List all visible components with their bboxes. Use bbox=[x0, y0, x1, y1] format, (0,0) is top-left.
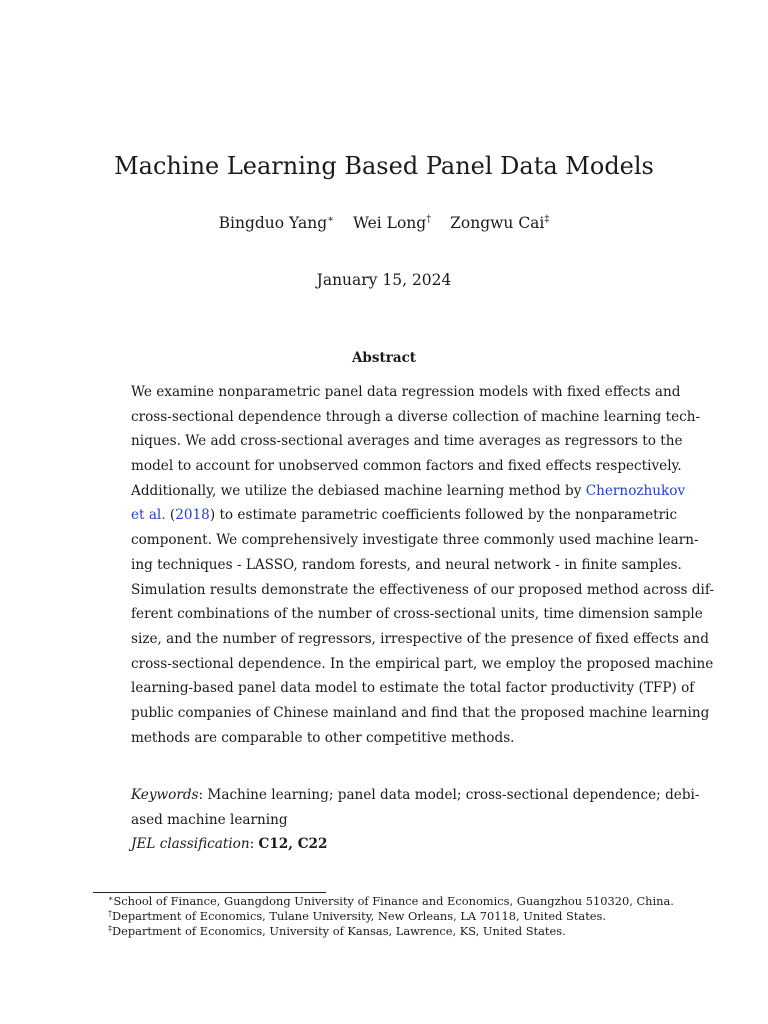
footnote-rule bbox=[93, 892, 326, 893]
keywords-text: Machine learning; panel data model; cross-sectional dependence; debi- bbox=[207, 787, 700, 803]
author-footnote-mark: ‡ bbox=[544, 214, 550, 225]
author-footnote-mark: † bbox=[426, 214, 432, 225]
abstract-line: ferent combinations of the number of cross-sectional units, time dimension sample bbox=[131, 606, 703, 623]
abstract-line: component. We comprehensively investigate three commonly used machine learn- bbox=[131, 532, 699, 549]
keywords-line: ased machine learning bbox=[131, 811, 288, 828]
footnotes bbox=[108, 894, 674, 939]
abstract-line: cross-sectional dependence. In the empirical part, we employ the proposed machine bbox=[131, 655, 714, 672]
footnote bbox=[108, 924, 674, 939]
footnote-text: School of Finance, Guangdong University of Finance and Economics, Guangzhou 510320, China. bbox=[113, 894, 674, 908]
footnote-text: Department of Economics, Tulane University, New Orleans, LA 70118, United States. bbox=[112, 909, 607, 923]
abstract-line: et al. (2018) to estimate parametric coefficients followed by the nonparametric bbox=[131, 507, 678, 524]
footnote bbox=[108, 894, 674, 909]
abstract-line: size, and the number of regressors, irrespective of the presence of fixed effects and bbox=[131, 630, 709, 647]
paper-title: Machine Learning Based Panel Data Models bbox=[114, 152, 654, 180]
abstract-line: cross-sectional dependence through a diverse collection of machine learning tech- bbox=[131, 408, 701, 425]
abstract-heading: Abstract bbox=[351, 350, 417, 366]
abstract-line: Simulation results demonstrate the effectiveness of our proposed method across dif- bbox=[131, 581, 715, 598]
author-name: Wei Long bbox=[352, 214, 427, 232]
abstract-line: niques. We add cross-sectional averages and time averages as regressors to the bbox=[131, 433, 683, 450]
author-list bbox=[0, 212, 768, 234]
author-name: Zongwu Cai bbox=[450, 214, 545, 232]
author-name: Bingduo Yang bbox=[218, 214, 328, 232]
author-footnote-mark: ∗ bbox=[327, 214, 334, 225]
abstract-line: learning-based panel data model to estimate the total factor productivity (TFP) of bbox=[131, 680, 695, 697]
footnote-text: Department of Economics, University of Kansas, Lawrence, KS, United States. bbox=[112, 924, 566, 938]
footnote-mark: ‡ bbox=[108, 924, 112, 933]
abstract-text: Additionally, we utilize the debiased machine learning method by bbox=[131, 482, 582, 499]
keywords-label: Keywords bbox=[131, 787, 199, 803]
abstract-text: to estimate parametric coefficients followed by the nonparametric bbox=[219, 507, 678, 524]
paper-date: January 15, 2024 bbox=[316, 271, 452, 289]
abstract-line: ing techniques - LASSO, random forests, and neural network - in finite samples. bbox=[131, 556, 682, 573]
abstract-line bbox=[131, 479, 686, 504]
jel-classification: JEL classification: C12, C22 bbox=[131, 836, 328, 852]
abstract-line: public companies of Chinese mainland and find that the proposed machine learning bbox=[131, 704, 710, 721]
keywords-line: Keywords: Machine learning; panel data model; cross-sectional dependence; debi- bbox=[131, 787, 700, 803]
author-1 bbox=[219, 214, 334, 232]
footnote-mark: ∗ bbox=[108, 894, 114, 903]
footnote-mark: † bbox=[108, 909, 112, 918]
citation-link[interactable]: Chernozhukov bbox=[585, 482, 686, 499]
jel-label: JEL classification bbox=[131, 836, 250, 852]
citation-year-link[interactable]: 2018 bbox=[175, 507, 210, 524]
footnote bbox=[108, 909, 674, 924]
author-2 bbox=[353, 214, 431, 232]
keywords-block bbox=[131, 783, 700, 832]
citation-link[interactable]: et al. bbox=[131, 507, 166, 524]
jel-codes: C12, C22 bbox=[258, 836, 328, 852]
abstract-body bbox=[131, 380, 715, 750]
abstract-line: methods are comparable to other competitive methods. bbox=[131, 729, 515, 746]
abstract-line: model to account for unobserved common factors and fixed effects respectively. bbox=[131, 458, 682, 475]
abstract-line: We examine nonparametric panel data regression models with fixed effects and bbox=[131, 384, 681, 400]
author-3 bbox=[450, 214, 549, 232]
